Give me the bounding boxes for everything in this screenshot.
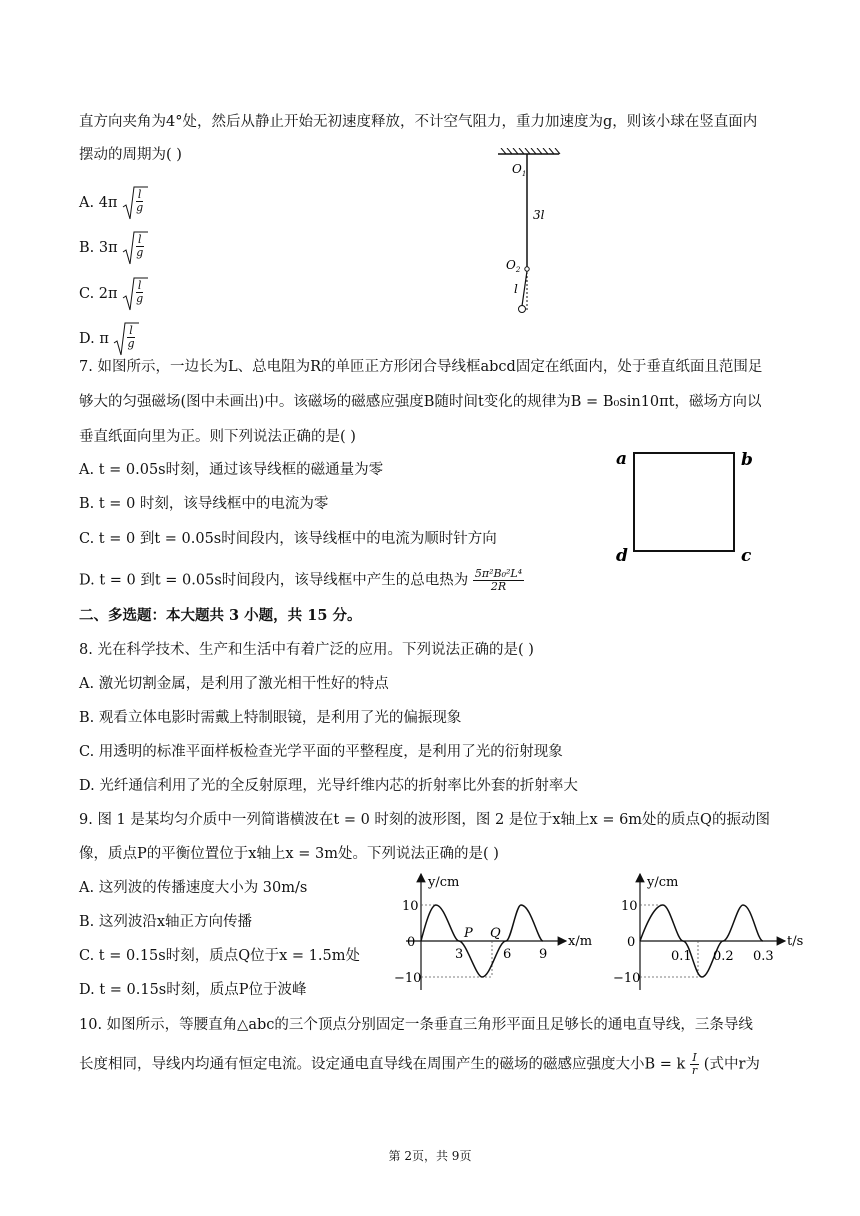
- q9-stem-line1: 9. 图 1 是某均匀介质中一列简谐横波在t = 0 时刻的波形图，图 2 是位于x轴上x = 6m处的质点Q的振动图: [79, 812, 770, 828]
- vertex-c: c: [741, 546, 752, 565]
- wave-graph-figure-1: [388, 870, 608, 995]
- q10-stem-line2: [79, 1052, 760, 1077]
- label-3l: 3l: [533, 208, 545, 222]
- square-loop-figure: [610, 445, 760, 565]
- vertex-a: a: [616, 449, 628, 469]
- fig2-x-tick-02: 0.2: [713, 949, 734, 964]
- sqrt-l-over-g: $\frac{l}{g}$: [122, 230, 148, 266]
- fig1-y-tick-neg10: −10: [394, 971, 422, 986]
- q7-stem-line2: 够大的匀强磁场(图中未画出)中。该磁场的磁感应强度B随时间t变化的规律为B = B₀sin10πt，磁场方向以: [79, 394, 762, 410]
- q6-option-a-text: A. 4π: [79, 195, 118, 211]
- fig2-y-tick-10: 10: [621, 899, 638, 914]
- q8-stem: 8. 光在科学技术、生产和生活中有着广泛的应用。下列说法正确的是( ): [79, 642, 534, 658]
- fig1-y-axis-label: y/cm: [428, 875, 460, 890]
- fig2-y-tick-0: 0: [627, 935, 636, 950]
- fig1-y-tick-10: 10: [402, 899, 419, 914]
- page-footer: 第 2页，共 9页: [388, 1149, 472, 1163]
- q8-option-a[interactable]: A. 激光切割金属，是利用了激光相干性好的特点: [79, 676, 389, 692]
- q8-option-c[interactable]: C. 用透明的标准平面样板检查光学平面的平整程度，是利用了光的衍射现象: [79, 744, 563, 760]
- q6-option-c-text: C. 2π: [79, 286, 118, 302]
- q6-option-a[interactable]: [79, 185, 148, 221]
- fig2-x-tick-01: 0.1: [671, 949, 692, 964]
- vibration-graph-figure-2: [605, 870, 815, 995]
- section-heading-multi-choice: 二、多选题：本大题共 3 小题，共 15 分。: [79, 607, 362, 624]
- i-over-r-fraction: $\frac{I}{r}$: [691, 1051, 698, 1077]
- q9-option-b[interactable]: B. 这列波沿x轴正方向传播: [79, 914, 253, 930]
- q8-option-b[interactable]: B. 观看立体电影时需戴上特制眼镜，是利用了光的偏振现象: [79, 710, 462, 726]
- q7-option-d-text: D. t = 0 到t = 0.05s时间段内，该导线框中产生的总电热为: [79, 572, 469, 589]
- q7-option-d[interactable]: [79, 568, 524, 593]
- q10-stem-line2-tail: (式中r为: [703, 1056, 760, 1073]
- point-p-label: P: [464, 926, 473, 941]
- sqrt-l-over-g: $\frac{l}{g}$: [122, 185, 148, 221]
- q9-option-d[interactable]: D. t = 0.15s时刻，质点P位于波峰: [79, 982, 307, 998]
- sqrt-l-over-g: $\frac{l}{g}$: [113, 321, 139, 357]
- q9-stem-line2: 像，质点P的平衡位置位于x轴上x = 3m处。下列说法正确的是( ): [79, 846, 499, 862]
- fig1-x-tick-3: 3: [455, 947, 464, 962]
- fig2-x-axis-label: t/s: [787, 934, 804, 949]
- fig2-y-tick-neg10: −10: [613, 971, 641, 986]
- q6-stem-line2: 摆动的周期为( ): [79, 147, 182, 163]
- fig1-x-tick-6: 6: [503, 947, 512, 962]
- fig2-x-tick-03: 0.3: [753, 949, 774, 964]
- q6-option-d-text: D. π: [79, 331, 109, 347]
- q7-option-b[interactable]: B. t = 0 时刻，该导线框中的电流为零: [79, 496, 329, 512]
- fig1-y-tick-0: 0: [407, 935, 416, 950]
- q6-option-b[interactable]: [79, 230, 148, 266]
- fig1-x-axis-label: x/m: [568, 934, 593, 949]
- q6-option-d[interactable]: [79, 321, 139, 357]
- label-l: l: [514, 282, 518, 296]
- q6-stem-line1: 直方向夹角为4°处，然后从静止开始无初速度释放，不计空气阻力，重力加速度为g，则该小球在竖直面内: [79, 114, 758, 130]
- fig1-x-tick-9: 9: [539, 947, 548, 962]
- vertex-d: d: [616, 546, 628, 565]
- pendulum-figure: [495, 148, 565, 318]
- label-o2: $O_2$: [506, 258, 521, 274]
- q7-stem-line1: 7. 如图所示，一边长为L、总电阻为R的单匝正方形闭合导线框abcd固定在纸面内，处于垂直纸面且范围足: [79, 359, 763, 375]
- label-o1: $O_1$: [512, 162, 527, 178]
- q7-stem-line3: 垂直纸面向里为正。则下列说法正确的是( ): [79, 429, 356, 445]
- q6-option-b-text: B. 3π: [79, 240, 118, 256]
- q10-stem-line2-text: 长度相同，导线内均通有恒定电流。设定通电直导线在周围产生的磁场的磁感应强度大小B = k: [79, 1056, 686, 1073]
- q8-option-d[interactable]: D. 光纤通信利用了光的全反射原理，光导纤维内芯的折射率比外套的折射率大: [79, 778, 578, 794]
- q9-option-c[interactable]: C. t = 0.15s时刻，质点Q位于x = 1.5m处: [79, 948, 360, 964]
- q9-option-a[interactable]: A. 这列波的传播速度大小为 30m/s: [79, 880, 308, 896]
- point-q-label: Q: [490, 926, 501, 941]
- q7-option-a[interactable]: A. t = 0.05s时刻，通过该导线框的磁通量为零: [79, 462, 384, 478]
- fig2-y-axis-label: y/cm: [647, 875, 679, 890]
- q7-option-c[interactable]: C. t = 0 到t = 0.05s时间段内，该导线框中的电流为顺时针方向: [79, 531, 497, 547]
- q6-option-c[interactable]: [79, 276, 148, 312]
- heat-fraction: $\frac{\text{5π²B₀²L⁴}}{2R}$: [474, 567, 523, 593]
- sqrt-l-over-g: $\frac{l}{g}$: [122, 276, 148, 312]
- vertex-b: b: [741, 450, 753, 470]
- q10-stem-line1: 10. 如图所示，等腰直角△abc的三个顶点分别固定一条垂直三角形平面且足够长的通电直导线，三条导线: [79, 1017, 753, 1033]
